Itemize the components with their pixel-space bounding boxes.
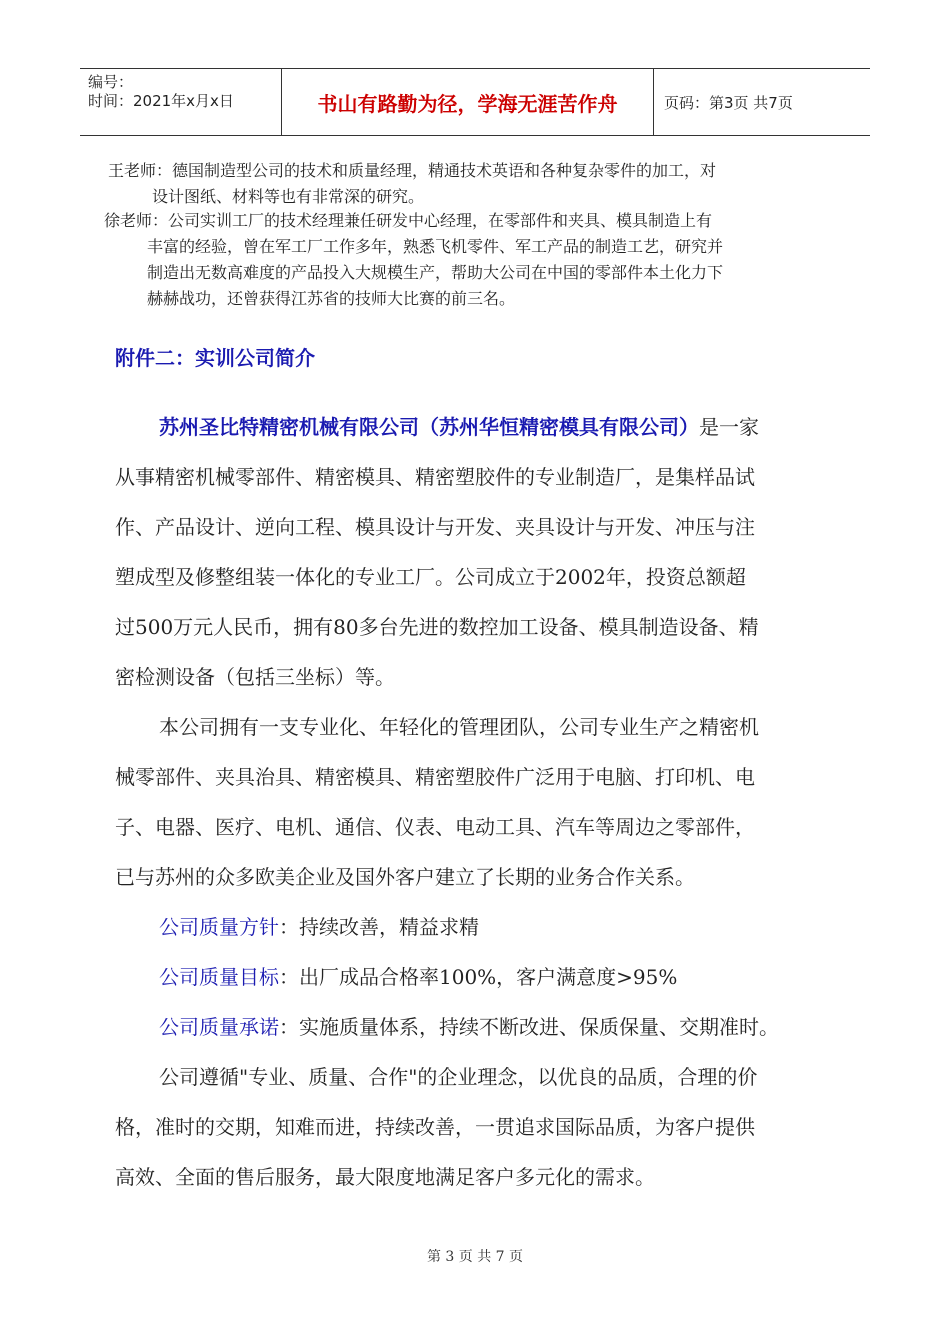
header-page-number: 页码：第3页 共7页 (664, 93, 793, 112)
quality-commitment (115, 1002, 835, 1052)
text-line: 制造出无数高难度的产品投入大规模生产，帮助大公司在中国的零部件本土化力下 (147, 263, 724, 282)
teacher-xu-bio (104, 208, 723, 312)
text-line: 本公司拥有一支专业化、年轻化的管理团队，公司专业生产之精密机 (159, 715, 759, 739)
text-line: 作、产品设计、逆向工程、模具设计与开发、夹具设计与开发、冲压与注 (115, 515, 755, 539)
quality-value: ：持续改善，精益求精 (279, 915, 479, 939)
page-header-table (80, 68, 870, 136)
appendix-title: 附件二：实训公司简介 (115, 346, 315, 370)
page-footer: 第 3 页 共 7 页 (426, 1249, 524, 1265)
time-label: 时间：2021年x月x日 (88, 92, 234, 110)
text-line: 械零部件、夹具治具、精密模具、精密塑胶件广泛用于电脑、打印机、电 (115, 765, 755, 789)
text-line: 徐老师：公司实训工厂的技术经理兼任研发中心经理，在零部件和夹具、模具制造上有 (104, 211, 713, 230)
text-line: 已与苏州的众多欧美企业及国外客户建立了长期的业务合作关系。 (115, 865, 695, 889)
quality-policy (115, 902, 835, 952)
text-line: 设计图纸、材料等也有非常深的研究。 (152, 187, 425, 206)
doc-number-label: 编号： (88, 73, 134, 91)
company-name: 苏州圣比特精密机械有限公司（苏州华恒精密模具有限公司） (159, 415, 699, 439)
company-intro-paragraph (115, 402, 835, 702)
text-fragment: 是一家 (699, 415, 759, 439)
text-line: 子、电器、医疗、电机、通信、仪表、电动工具、汽车等周边之零部件， (115, 815, 755, 839)
quality-value: ：出厂成品合格率100%，客户满意度>95% (279, 965, 678, 989)
philosophy-paragraph (115, 1052, 835, 1202)
quality-section (115, 902, 835, 1052)
quality-value: ：实施质量体系，持续不断改进、保质保量、交期准时。 (279, 1015, 779, 1039)
teacher-wang-bio (108, 158, 716, 210)
text-line: 密检测设备（包括三坐标）等。 (115, 665, 395, 689)
text-line: 丰富的经验，曾在军工厂工作多年，熟悉飞机零件、军工产品的制造工艺，研究并 (147, 237, 724, 256)
text-line: 赫赫战功，还曾获得江苏省的技师大比赛的前三名。 (147, 289, 516, 308)
text-line: 王老师：德国制造型公司的技术和质量经理，精通技术英语和各种复杂零件的加工，对 (108, 161, 717, 180)
text-line: 格，准时的交期，知难而进，持续改善，一贯追求国际品质，为客户提供 (115, 1115, 755, 1139)
text-line: 塑成型及修整组装一体化的专业工厂。公司成立于2002年，投资总额超 (115, 565, 746, 589)
header-meta-cell (80, 69, 282, 135)
quality-label: 公司质量承诺 (159, 1015, 279, 1039)
quality-label: 公司质量目标 (159, 965, 279, 989)
header-motto: 书山有路勤为径，学海无涯苦作舟 (282, 69, 654, 135)
text-line: 从事精密机械零部件、精密模具、精密塑胶件的专业制造厂，是集样品试 (115, 465, 755, 489)
text-line: 过500万元人民币，拥有80多台先进的数控加工设备、模具制造设备、精 (115, 615, 759, 639)
team-paragraph (115, 702, 835, 902)
text-line: 公司遵循"专业、质量、合作"的企业理念，以优良的品质，合理的价 (159, 1065, 758, 1089)
quality-label: 公司质量方针 (159, 915, 279, 939)
quality-target (115, 952, 835, 1002)
text-line: 高效、全面的售后服务，最大限度地满足客户多元化的需求。 (115, 1165, 655, 1189)
